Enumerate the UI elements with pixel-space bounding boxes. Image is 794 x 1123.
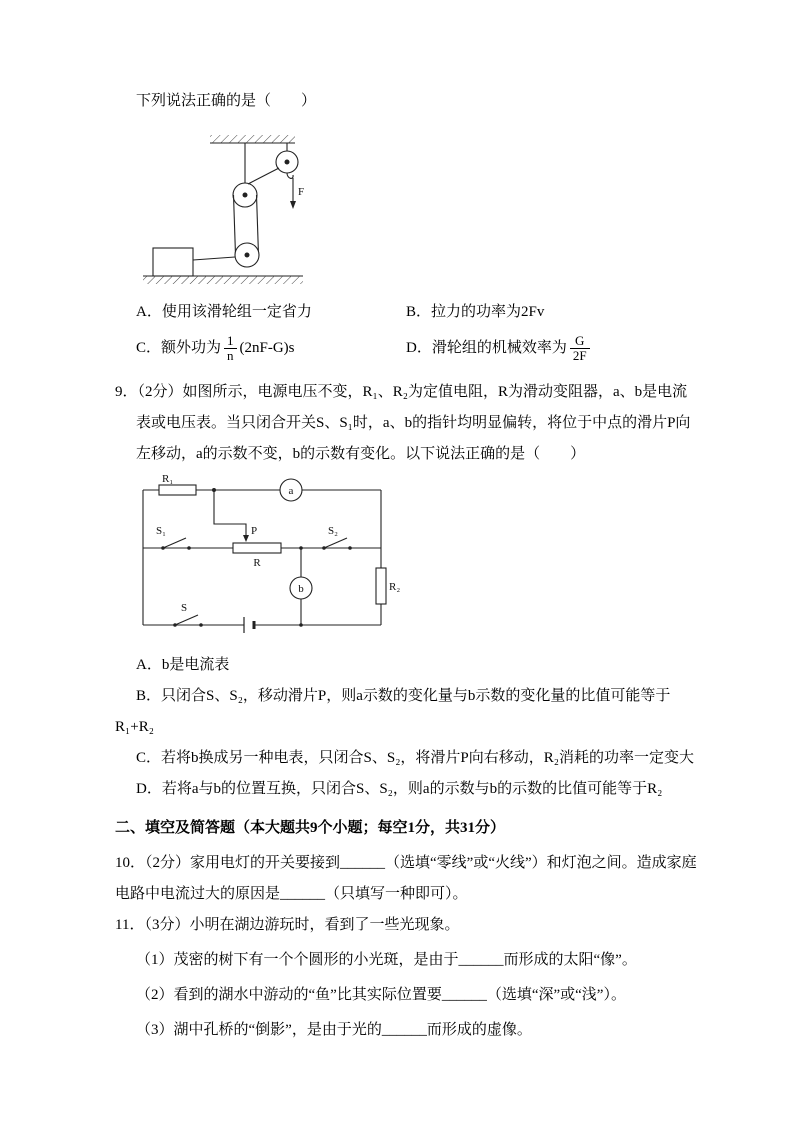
q8-options-row-1 (115, 295, 700, 329)
slider-wire (214, 490, 246, 536)
q8-options-row-2 (115, 331, 700, 365)
pulley-axle (245, 253, 250, 258)
switch-s1-blade (163, 538, 186, 548)
q8-option-d (385, 331, 655, 365)
ceiling-hatching (210, 135, 295, 143)
resistor-r2 (376, 568, 386, 604)
switch-terminal (348, 546, 352, 550)
pulley-axle (285, 160, 290, 165)
resistor-r1 (159, 485, 196, 495)
q8-option-c-suffix: (2nF-G)s (239, 340, 295, 356)
circuit-figure (135, 474, 700, 640)
circuit-label-s2: S₂ (328, 525, 338, 537)
q9-option-c: C．若将b换成另一种电表，只闭合S、S₂，将滑片P向右移动，R₂消耗的功率一定变大 (136, 750, 694, 766)
q8-option-c-prefix: C．额外功为 (136, 340, 222, 356)
rope-segment (248, 168, 279, 184)
q9-stem: 9．（2分）如图所示，电源电压不变，R₁、R₂为定值电阻，R为滑动变阻器，a、b是电流表或电压表。当只闭合开关S、S₁时，a、b的指针均明显偏转，将位于中点的滑片P向左移动，a的示数不变，b的示数有变化。以下说法正确的是（ ） (115, 384, 691, 462)
q9-option-b: B．只闭合S、S₂，移动滑片P，则a示数的变化量与b示数的变化量的比值可能等于R₁+R₂ (115, 688, 671, 735)
q10-text: 10．（2分）家用电灯的开关要接到______（选填“零线”或“火线”）和灯泡之间。造成家庭电路中电流过大的原因是______（只填写一种即可）。 (115, 855, 697, 902)
q11-part-2: （2）看到的湖水中游动的“鱼”比其实际位置要______（选填“深”或“浅”）。 (136, 987, 626, 1003)
rope-strand (257, 195, 259, 255)
q11-part-3: （3）湖中孔桥的“倒影”，是由于光的______而形成的虚像。 (136, 1022, 532, 1038)
q9-option-a: A．b是电流表 (136, 657, 230, 673)
fraction-numerator: 1 (224, 334, 237, 349)
circuit-label-s: S (181, 602, 188, 614)
section-2-heading: 二、填空及简答题（本大题共9个小题；每空1分，共31分） (115, 820, 506, 836)
q8-stem-tail: 下列说法正确的是（ ） (136, 93, 317, 109)
junction-dot (299, 623, 303, 627)
page-content (115, 86, 700, 1046)
pulley-figure (137, 133, 700, 285)
circuit-label-s1: S₁ (156, 525, 166, 537)
q11-part-1: （1）茂密的树下有一个个圆形的小光斑，是由于______而形成的太阳“像”。 (136, 952, 637, 968)
circuit-label-r: R (253, 557, 261, 569)
q8-option-a: A．使用该滑轮组一定省力 (136, 304, 312, 320)
circuit-label-r1: R₁ (162, 474, 174, 485)
circuit-diagram (135, 474, 405, 640)
q8-option-b: B．拉力的功率为2Fv (406, 304, 545, 320)
force-arrowhead (290, 201, 296, 209)
slider-arrowhead (243, 535, 249, 542)
switch-s2-blade (324, 538, 347, 548)
block (153, 248, 193, 276)
pulley-axle (243, 193, 248, 198)
q8-option-d-prefix: D．滑轮组的机械效率为 (406, 340, 567, 356)
ground-hatching (143, 276, 303, 284)
circuit-label-a: a (288, 485, 294, 497)
switch-terminal (187, 546, 191, 550)
fraction-numerator: G (570, 334, 590, 349)
circuit-label-b: b (298, 583, 304, 595)
force-label: F (298, 186, 305, 198)
rheostat-r (233, 543, 281, 553)
q9-option-d: D．若将a与b的位置互换，只闭合S、S₂，则a的示数与b的示数的比值可能等于R₂ (136, 781, 663, 797)
hook-icon (287, 173, 293, 178)
fraction (570, 334, 590, 364)
q8-option-c (115, 331, 385, 365)
pulley-diagram (137, 133, 322, 285)
rope-strand (234, 195, 236, 255)
switch-s-blade (175, 615, 198, 625)
circuit-label-r2: R₂ (389, 581, 401, 593)
fraction-denominator: 2F (572, 348, 587, 364)
circuit-label-p: P (251, 525, 258, 537)
switch-terminal (199, 623, 203, 627)
rope-to-block (193, 257, 235, 260)
fraction-denominator: n (227, 348, 234, 364)
fraction (224, 334, 237, 364)
q11-stem: 11．（3分）小明在湖边游玩时，看到了一些光现象。 (115, 917, 460, 933)
